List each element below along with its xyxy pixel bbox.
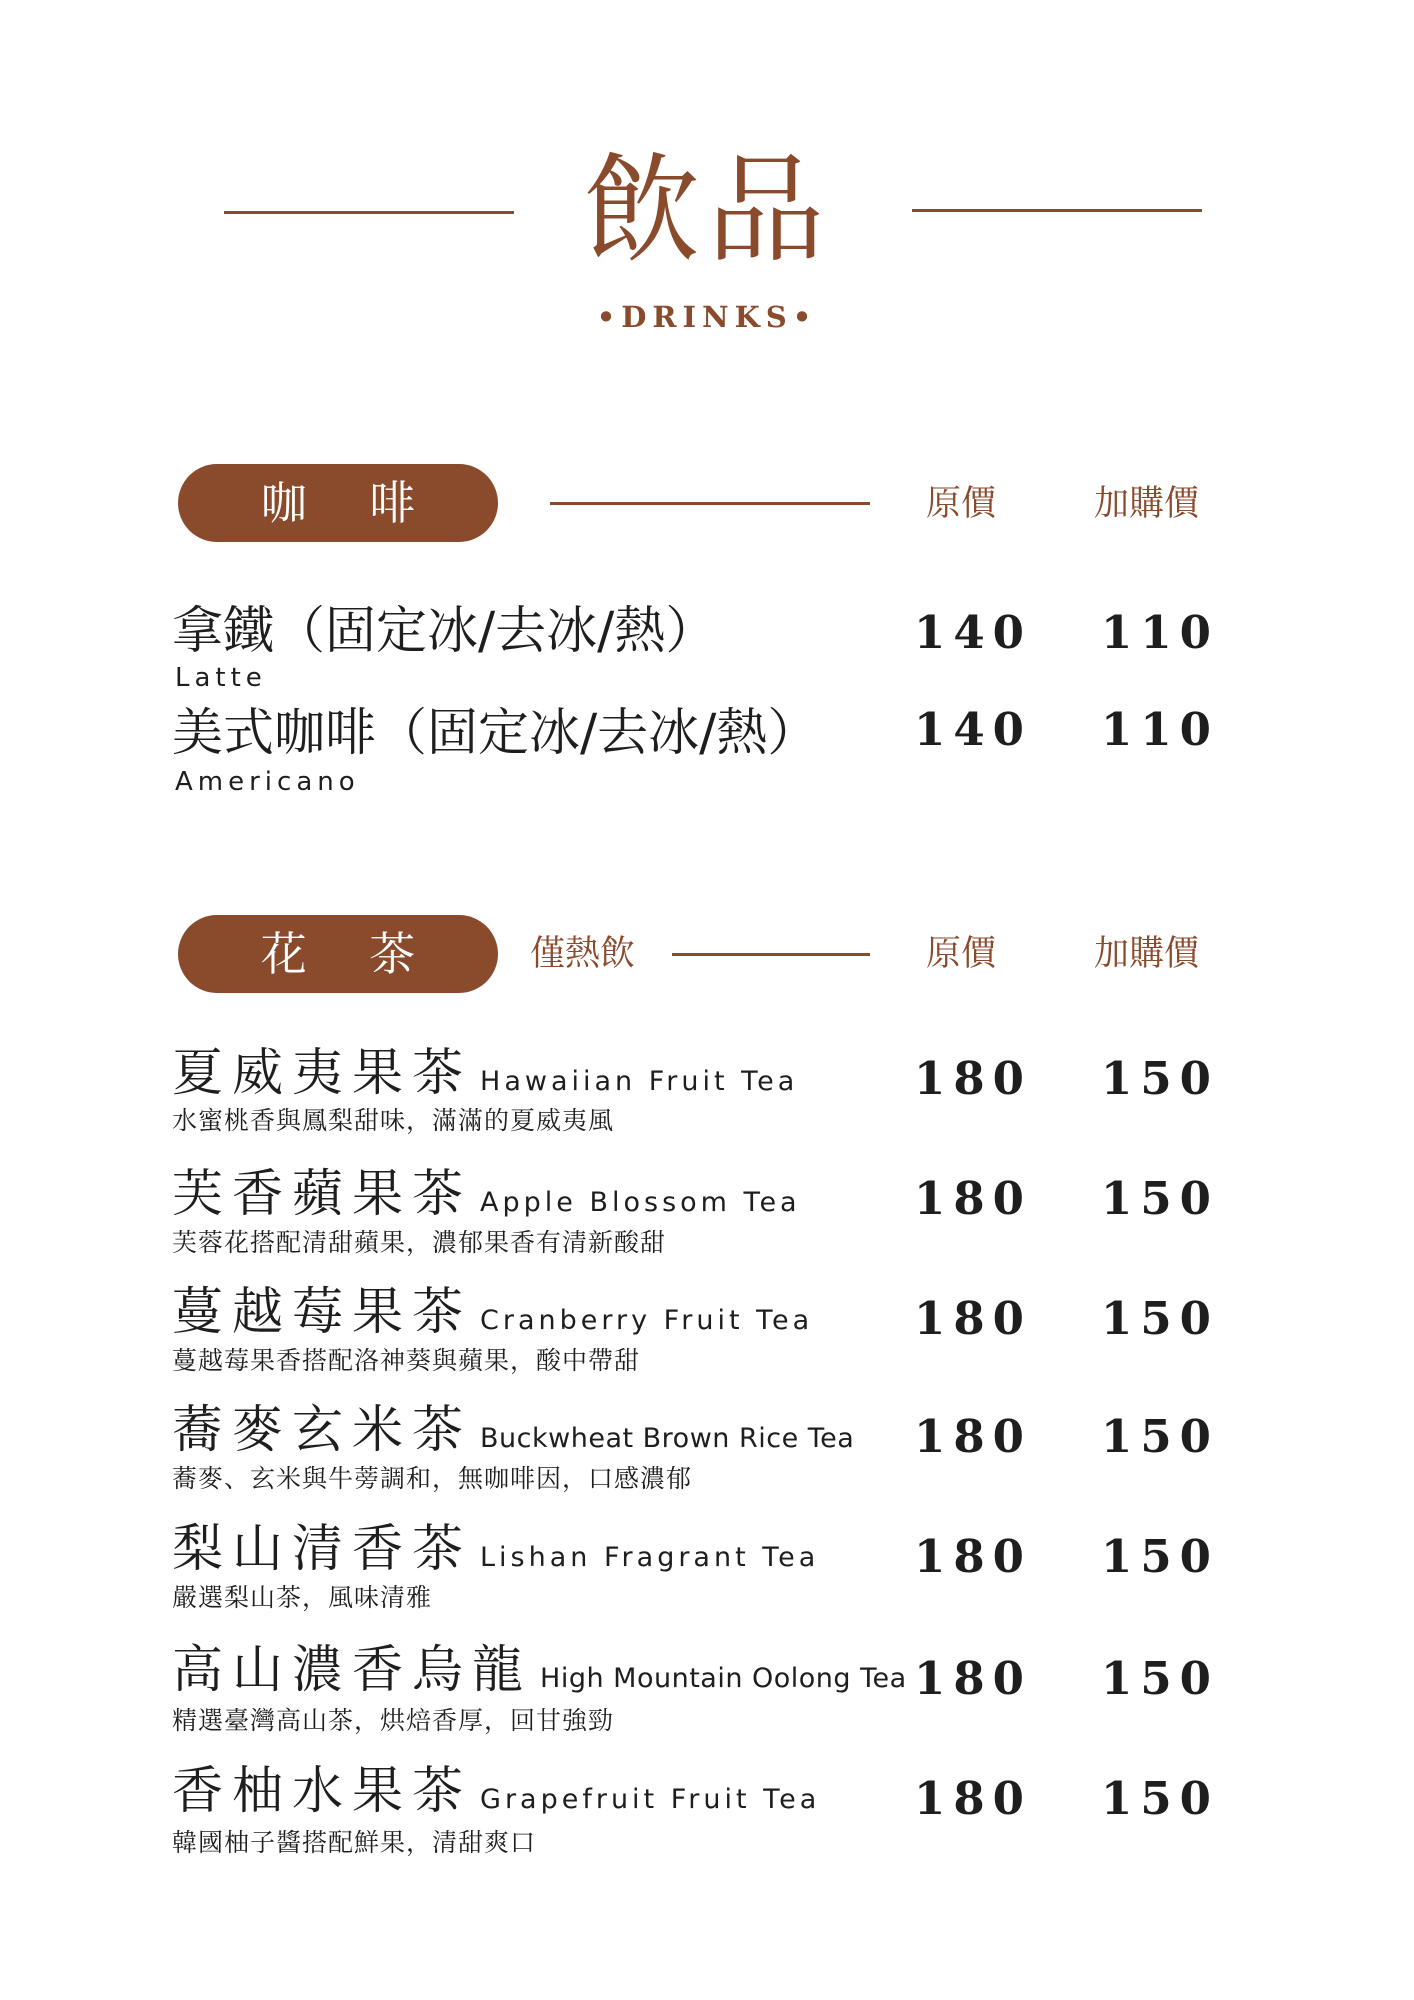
tea-item-addon-price: 150 [1101,1772,1219,1825]
tea-item-addon-price: 150 [1101,1292,1219,1345]
tea-item-name [172,1762,820,1830]
tea-item-addon-price: 150 [1101,1052,1219,1105]
tea-item-name-en: Buckwheat Brown Rice Tea [480,1423,855,1454]
section-badge-tea: 花 茶 [178,915,498,993]
tea-item-name-en: Cranberry Fruit Tea [480,1305,814,1336]
tea-item-price: 180 [914,1052,1032,1105]
tea-item-price: 180 [914,1172,1032,1225]
tea-item-addon-price: 150 [1101,1410,1219,1463]
coffee-item-name: 美式咖啡（固定冰/去冰/熱） [172,704,819,763]
tea-item-name [172,1283,813,1351]
tea-item-desc: 水蜜桃香與鳳梨甜味，滿滿的夏威夷風 [172,1106,615,1135]
tea-item-desc: 韓國柚子醬搭配鮮果，清甜爽口 [172,1828,537,1857]
tea-item-addon-price: 150 [1101,1652,1219,1705]
coffee-item-en: Americano [175,767,360,797]
tea-col-addon-price: 加購價 [1094,934,1200,974]
coffee-section-rule [550,502,870,505]
tea-item-name [172,1641,907,1709]
tea-item-price: 180 [914,1292,1032,1345]
tea-item-name-en: Hawaiian Fruit Tea [480,1066,799,1097]
tea-item-desc: 蔓越莓果香搭配洛神葵與蘋果，酸中帶甜 [172,1346,641,1375]
tea-item-desc: 芙蓉花搭配清甜蘋果，濃郁果香有清新酸甜 [172,1228,667,1257]
tea-item-desc: 嚴選梨山茶，風味清雅 [172,1583,433,1612]
tea-item-name [172,1044,798,1112]
tea-item-desc: 精選臺灣高山茶，烘焙香厚，回甘強勁 [172,1706,615,1735]
coffee-col-original-price: 原價 [926,484,997,524]
coffee-item-addon-price: 110 [1101,606,1219,659]
tea-item-name-zh: 芙香蘋果茶 [172,1165,473,1224]
tea-item-price: 180 [914,1772,1032,1825]
coffee-item-addon-price: 110 [1101,703,1219,756]
coffee-item-price: 140 [914,606,1032,659]
tea-item-name-en: High Mountain Oolong Tea [540,1663,907,1694]
tea-item-price: 180 [914,1652,1032,1705]
tea-item-name-en: Apple Blossom Tea [480,1187,801,1218]
page-title: 飲品 [582,141,831,279]
page-subtitle: •DRINKS• [596,300,818,334]
section-badge-coffee: 咖 啡 [178,464,498,542]
tea-item-desc: 蕎麥、玄米與牛蒡調和，無咖啡因，口感濃郁 [172,1464,693,1493]
tea-item-name-en: Lishan Fragrant Tea [480,1542,820,1573]
tea-item-name-zh: 夏威夷果茶 [172,1044,473,1103]
coffee-item-price: 140 [914,703,1032,756]
tea-item-name-zh: 香柚水果茶 [172,1762,473,1821]
tea-item-name [172,1165,801,1233]
tea-item-name-zh: 高山濃香烏龍 [172,1641,533,1700]
coffee-col-addon-price: 加購價 [1094,484,1200,524]
tea-item-price: 180 [914,1410,1032,1463]
tea-section-rule [672,953,870,956]
tea-item-name [172,1520,819,1588]
tea-item-name [172,1401,854,1469]
coffee-item-name: 拿鐵（固定冰/去冰/熱） [172,602,717,661]
tea-item-addon-price: 150 [1101,1172,1219,1225]
tea-item-name-zh: 梨山清香茶 [172,1520,473,1579]
tea-col-original-price: 原價 [926,934,997,974]
coffee-item-en: Latte [175,663,267,693]
tea-item-price: 180 [914,1530,1032,1583]
tea-item-name-zh: 蔓越莓果茶 [172,1283,473,1342]
tea-item-name-zh: 蕎麥玄米茶 [172,1401,473,1460]
tea-item-addon-price: 150 [1101,1530,1219,1583]
tea-hot-only-note: 僅熱飲 [530,934,636,974]
tea-item-name-en: Grapefruit Fruit Tea [480,1784,821,1815]
